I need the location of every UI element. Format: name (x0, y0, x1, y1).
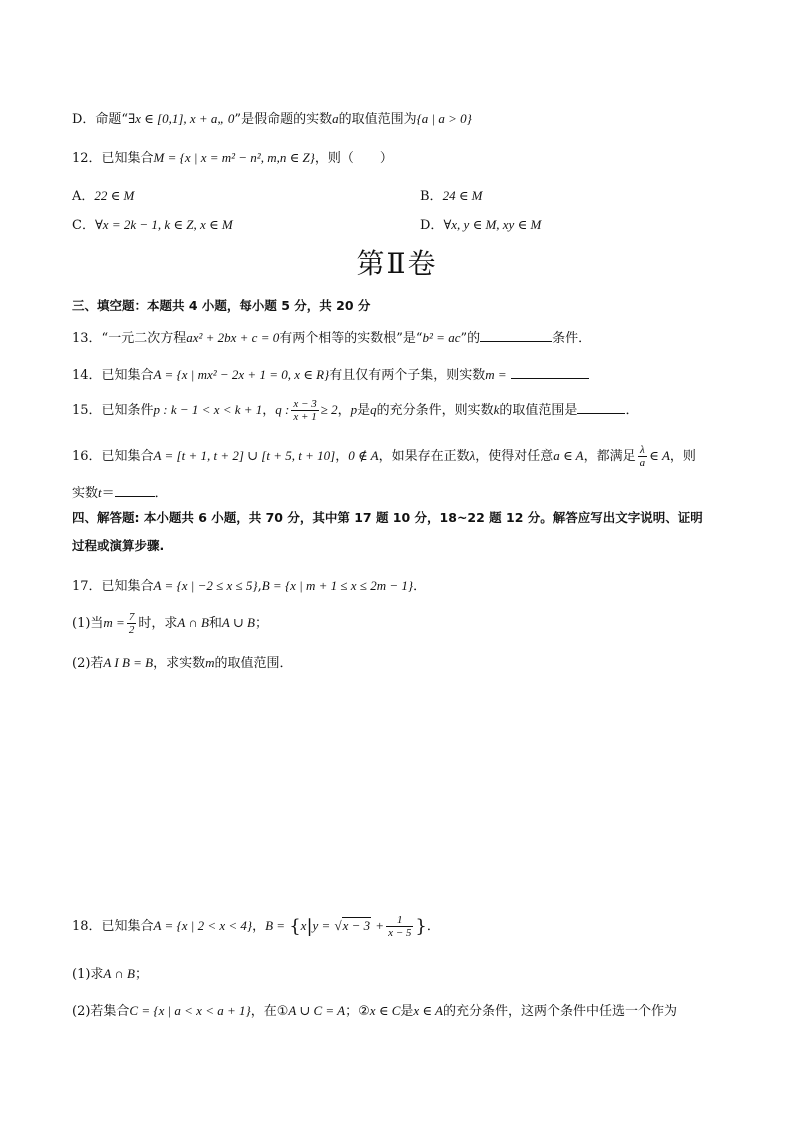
q16-fraction: $\frac{\lambda}{a}$ (639, 444, 646, 469)
q12-option-a: A．22 ∈ M (72, 188, 135, 204)
q12-options-row-2 (72, 214, 734, 233)
q18-fraction: $\frac{1}{x - 5}$ (388, 914, 412, 939)
q15: 15．已知条件p : k − 1 < x < k + 1，q : $\frac{x - 3}{x + 1}$ ≥ 2，p是q的充分条件，则实数k的取值范围是 ． (72, 398, 639, 423)
q17-fraction: $\frac{7}{2}$ (128, 611, 135, 636)
q18-sqrt: x − 3 (342, 918, 371, 933)
q18-part1: (1)求A ∩ B； (72, 966, 148, 982)
q15-fraction: $\frac{x - 3}{x + 1}$ (293, 398, 317, 423)
q16-line2: 实数t＝ ． (72, 485, 168, 501)
q18-stem: 18．已知集合A = {x | 2 < x < 4}，B = {x|y = √x − 3 + $\frac{1}{x - 5}$ }． (72, 914, 440, 939)
q12-option-c: C．∀x = 2k − 1, k ∈ Z, x ∈ M (72, 217, 233, 233)
q15-answer-blank[interactable] (577, 401, 625, 414)
q12-option-d: D．∀x, y ∈ M, xy ∈ M (420, 217, 542, 233)
q14-answer-blank[interactable] (511, 366, 589, 379)
section3-heading: 三、填空题：本题共 4 小题，每小题 5 分，共 20 分 (72, 298, 371, 313)
q18-part2: (2)若集合C = {x | a < x < a + 1}，在①A ∪ C = A；②x ∈ C是x ∈ A的充分条件，这两个条件中任选一个作为 (72, 1003, 678, 1019)
q13: 13．“一元二次方程ax² + 2bx + c = 0有两个相等的实数根”是“b² = ac”的 条件． (72, 330, 592, 346)
q11-option-d: D．命题“∃x ∈ [0,1], x + a„ 0”是假命题的实数a的取值范围为{a | a > 0} (72, 111, 472, 127)
q11d-math1: ∃x ∈ [0,1], x + a„ 0 (128, 111, 235, 126)
section4-heading-line1: 四、解答题: 本小题共 6 小题，共 70 分，其中第 17 题 10 分，18~22 题 12 分。解答应写出文字说明、证明 (72, 510, 703, 525)
q13-answer-blank[interactable] (480, 329, 552, 342)
section4-heading-line2: 过程或演算步骤. (72, 538, 165, 553)
q12-option-b: B．24 ∈ M (420, 188, 483, 204)
volume-title: 第Ⅱ卷 (356, 247, 438, 280)
q16: 16．已知集合A = [t + 1, t + 2] ∪ [t + 5, t + 10]，0 ∉ A，如果存在正数λ，使得对任意a ∈ A，都满足 $\frac{\lambda}{a}$ ∈ A，则 (72, 444, 696, 469)
q11d-math2: {a | a > 0} (416, 111, 472, 126)
q17-stem: 17．已知集合A = {x | −2 ≤ x ≤ 5},B = {x | m + 1 ≤ x ≤ 2m − 1}． (72, 578, 427, 594)
q12-set-m: M = {x | x = m² − n², m,n ∈ Z} (153, 150, 315, 165)
q12-options-row-1 (72, 185, 734, 204)
q17-part1: (1)当m = $\frac{7}{2}$ 时，求A ∩ B和A ∪ B； (72, 611, 268, 636)
q17-part2: (2)若A I B = B，求实数m的取值范围． (72, 655, 293, 671)
q16-answer-blank[interactable] (115, 484, 155, 497)
q14: 14．已知集合A = {x | mx² − 2x + 1 = 0, x ∈ R}有且仅有两个子集，则实数m = (72, 364, 734, 383)
q12-stem: 12．已知集合M = {x | x = m² − n², m,n ∈ Z}，则（ ） (72, 150, 393, 166)
